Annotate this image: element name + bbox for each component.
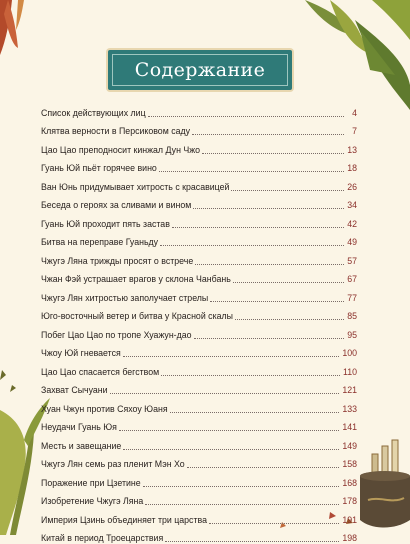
dot-leader — [231, 189, 344, 191]
dot-leader — [148, 115, 344, 117]
toc-entry-page: 191 — [339, 515, 357, 526]
scroll-pot-illustration — [360, 440, 410, 528]
toc-entry-title: Чжан Фэй устрашает врагов у склона Чанбань — [41, 274, 233, 285]
green-plant-illustration — [305, 0, 410, 110]
toc-entry — [41, 304, 357, 323]
toc-entry — [41, 433, 357, 452]
toc-entry — [41, 248, 357, 267]
toc-entry — [41, 137, 357, 156]
dot-leader — [123, 355, 340, 357]
title-banner — [108, 50, 292, 90]
toc-entry — [41, 119, 357, 138]
toc-entry-title: Китай в период Троецарствия — [41, 533, 165, 544]
toc-entry-title: Чжоу Юй гневается — [41, 348, 123, 359]
toc-entry-title: Цао Цао спасается бегством — [41, 367, 161, 378]
red-tree-illustration — [0, 0, 24, 55]
toc-entry — [41, 193, 357, 212]
toc-entry — [41, 452, 357, 471]
dot-leader — [159, 170, 344, 172]
toc-entry-page: 158 — [339, 459, 357, 470]
dot-leader — [123, 448, 339, 450]
dot-leader — [110, 392, 340, 394]
toc-entry — [41, 156, 357, 175]
toc-entry — [41, 267, 357, 286]
toc-entry-title: Битва на переправе Гуаньду — [41, 237, 160, 248]
toc-entry-page: 85 — [344, 311, 357, 322]
dot-leader — [172, 226, 344, 228]
toc-entry-title: Клятва верности в Персиковом саду — [41, 126, 192, 137]
dot-leader — [209, 522, 339, 524]
toc-entry-title: Империя Цзинь объединяет три царства — [41, 515, 209, 526]
toc-entry — [41, 470, 357, 489]
toc-entry-page: 57 — [344, 256, 357, 267]
toc-entry-title: Поражение при Цзетине — [41, 478, 143, 489]
toc-entry-page: 198 — [339, 533, 357, 544]
toc-entry-page: 149 — [339, 441, 357, 452]
toc-entry — [41, 489, 357, 508]
toc-entry-page: 13 — [344, 145, 357, 156]
dot-leader — [235, 318, 344, 320]
toc-entry-title: Список действующих лиц — [41, 108, 148, 119]
toc-entry — [41, 285, 357, 304]
toc-entry-title: Захват Сычуани — [41, 385, 110, 396]
toc-entry-title: Изобретение Чжугэ Ляна — [41, 496, 145, 507]
toc-entry-title: Беседа о героях за сливами и вином — [41, 200, 193, 211]
dot-leader — [233, 281, 344, 283]
toc-entry — [41, 415, 357, 434]
toc-entry-page: 95 — [344, 330, 357, 341]
toc-entry-page: 34 — [344, 200, 357, 211]
toc-entry-title: Чжугэ Ляна трижды просят о встрече — [41, 256, 195, 267]
dot-leader — [193, 207, 344, 209]
toc-entry-page: 4 — [344, 108, 357, 119]
dot-leader — [145, 503, 339, 505]
toc-entry-page: 141 — [339, 422, 357, 433]
dot-leader — [119, 429, 339, 431]
toc-entry-title: Юго-восточный ветер и битва у Красной скалы — [41, 311, 235, 322]
toc-entry-page: 133 — [339, 404, 357, 415]
toc-entry-title: Гуань Юй пьёт горячее вино — [41, 163, 159, 174]
toc-entry-page: 18 — [344, 163, 357, 174]
toc-entry-title: Чжугэ Лян семь раз пленит Мэн Хо — [41, 459, 187, 470]
toc-entry-title: Неудачи Гуань Юя — [41, 422, 119, 433]
dot-leader — [195, 263, 344, 265]
toc-entry-page: 178 — [339, 496, 357, 507]
dot-leader — [160, 244, 344, 246]
toc-entry — [41, 378, 357, 397]
toc-entry-page: 26 — [344, 182, 357, 193]
toc-entry-title: Чжугэ Лян хитростью заполучает стрелы — [41, 293, 210, 304]
toc-entry-title: Гуань Юй проходит пять застав — [41, 219, 172, 230]
toc-entry-page: 168 — [339, 478, 357, 489]
toc-entry-page: 110 — [340, 367, 357, 378]
toc-entry-page: 121 — [339, 385, 357, 396]
toc-entry-title: Побег Цао Цао по тропе Хуажун-дао — [41, 330, 194, 341]
toc-entry — [41, 359, 357, 378]
dot-leader — [170, 411, 340, 413]
toc-entry — [41, 341, 357, 360]
toc-entry-page: 49 — [344, 237, 357, 248]
toc-entry — [41, 230, 357, 249]
dot-leader — [210, 300, 344, 302]
toc-entry — [41, 396, 357, 415]
dot-leader — [187, 466, 340, 468]
toc-entry — [41, 100, 357, 119]
table-of-contents — [41, 100, 357, 544]
dot-leader — [165, 540, 339, 542]
toc-entry-title: Хуан Чжун против Сяхоу Юаня — [41, 404, 170, 415]
toc-entry — [41, 211, 357, 230]
page-title: Содержание — [135, 59, 265, 81]
toc-entry-page: 7 — [344, 126, 357, 137]
toc-entry-title: Цао Цао преподносит кинжал Дун Чжо — [41, 145, 202, 156]
toc-entry-page: 77 — [344, 293, 357, 304]
dot-leader — [194, 337, 344, 339]
toc-entry-page: 100 — [339, 348, 357, 359]
dot-leader — [192, 133, 344, 135]
dot-leader — [161, 374, 340, 376]
toc-entry — [41, 174, 357, 193]
dot-leader — [202, 152, 344, 154]
toc-entry — [41, 507, 357, 526]
dot-leader — [143, 485, 340, 487]
toc-entry-title: Ван Юнь придумывает хитрость с красавицей — [41, 182, 231, 193]
toc-entry-title: Месть и завещание — [41, 441, 123, 452]
toc-entry — [41, 322, 357, 341]
toc-entry-page: 42 — [344, 219, 357, 230]
toc-entry-page: 67 — [344, 274, 357, 285]
